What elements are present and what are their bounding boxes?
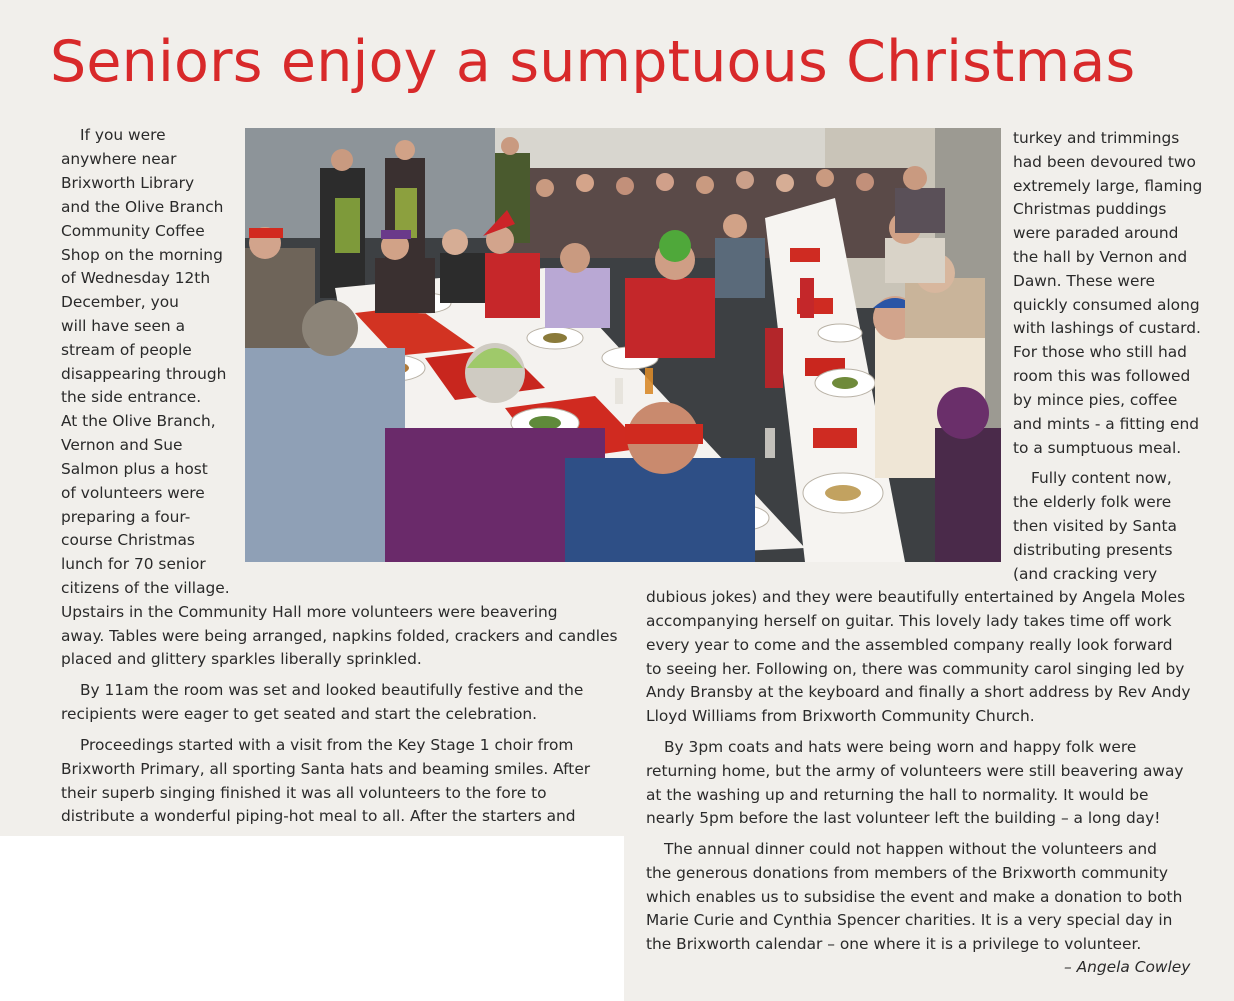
article-text-line: Upstairs in the Community Hall more volunteers were beavering <box>61 603 558 621</box>
article-text-line: of Wednesday 12th <box>61 269 211 287</box>
article-text-line: with lashings of custard. <box>1013 319 1201 337</box>
article-text-line: accompanying herself on guitar. This lovely lady takes time off work <box>646 612 1172 630</box>
article-text-line: By 11am the room was set and looked beautifully festive and the <box>80 681 584 699</box>
article-text-line: distributing presents <box>1013 541 1173 559</box>
article-text-line: the elderly folk were <box>1013 493 1172 511</box>
article-text-line: dubious jokes) and they were beautifully entertained by Angela Moles <box>646 588 1186 606</box>
article-byline: – Angela Cowley <box>1064 958 1191 976</box>
article-text-line: citizens of the village. <box>61 579 230 597</box>
article-text-line: had been devoured two <box>1013 153 1196 171</box>
article-text-line: Marie Curie and Cynthia Spencer charities. It is a very special day in <box>646 911 1173 929</box>
article-text-line: and mints - a fitting end <box>1013 415 1200 433</box>
article-text-line: every year to come and the assembled company really look forward <box>646 636 1173 654</box>
christmas-lunch-photo <box>245 128 1001 562</box>
article-text-line: to a sumptuous meal. <box>1013 439 1182 457</box>
article-text-line: the generous donations from members of the Brixworth community <box>646 864 1169 882</box>
article-text-line: nearly 5pm before the last volunteer left the building – a long day! <box>646 809 1161 827</box>
article-text-line: then visited by Santa <box>1013 517 1177 535</box>
article-text-line: were paraded around <box>1013 224 1179 242</box>
article-text-line: Fully content now, <box>1031 469 1172 487</box>
article-text-line: Dawn. These were <box>1013 272 1155 290</box>
article-text-line: Andy Bransby at the keyboard and finally a short address by Rev Andy <box>646 683 1191 701</box>
article-text-line: disappearing through <box>61 365 227 383</box>
article-text-line: For those who still had <box>1013 343 1187 361</box>
article-text-line: will have seen a <box>61 317 185 335</box>
article-text-line: Proceedings started with a visit from the Key Stage 1 choir from <box>80 736 574 754</box>
article-text-line: the hall by Vernon and <box>1013 248 1188 266</box>
article-text-line: Shop on the morning <box>61 246 223 264</box>
article-text-line: Brixworth Primary, all sporting Santa hats and beaming smiles. After <box>61 760 591 778</box>
article-text-line: which enables us to subsidise the event and make a donation to both <box>646 888 1183 906</box>
article-text-line: Christmas puddings <box>1013 200 1167 218</box>
article-text-line: course Christmas <box>61 531 195 549</box>
article-text-line: Community Coffee <box>61 222 205 240</box>
article-text-line: the Brixworth calendar – one where it is a privilege to volunteer. <box>646 935 1142 953</box>
article-text-line: by mince pies, coffee <box>1013 391 1178 409</box>
article-text-line: By 3pm coats and hats were being worn and happy folk were <box>664 738 1137 756</box>
article-text-line: Salmon plus a host <box>61 460 208 478</box>
article-text-line: distribute a wonderful piping-hot meal to all. After the starters and <box>61 807 576 825</box>
article-text-line: anywhere near <box>61 150 177 168</box>
article-text-line: At the Olive Branch, <box>61 412 216 430</box>
article-text-line: preparing a four- <box>61 508 191 526</box>
article-text-line: to seeing her. Following on, there was community carol singing led by <box>646 660 1185 678</box>
article-text-line: at the washing up and returning the hall to normality. It would be <box>646 786 1149 804</box>
article-text-line: the side entrance. <box>61 388 202 406</box>
article-text-line: stream of people <box>61 341 192 359</box>
article-text-line: and the Olive Branch <box>61 198 224 216</box>
article-text-line: room this was followed <box>1013 367 1191 385</box>
article-text-line: placed and glittery sparkles liberally sprinkled. <box>61 650 422 668</box>
article-text-line: Brixworth Library <box>61 174 195 192</box>
article-headline: Seniors enjoy a sumptuous Christmas <box>50 29 1136 95</box>
article-text-line: returning home, but the army of volunteers were still beavering away <box>646 762 1184 780</box>
article-text-line: (and cracking very <box>1013 565 1158 583</box>
article-text-line: extremely large, flaming <box>1013 177 1203 195</box>
article-text-line: If you were <box>80 126 166 144</box>
article-text-line: Vernon and Sue <box>61 436 183 454</box>
article-text-line: quickly consumed along <box>1013 296 1200 314</box>
article-text-line: away. Tables were being arranged, napkins folded, crackers and candles <box>61 627 618 645</box>
article-text-line: turkey and trimmings <box>1013 129 1180 147</box>
article-text-line: Lloyd Williams from Brixworth Community Church. <box>646 707 1035 725</box>
article-text-line: The annual dinner could not happen without the volunteers and <box>664 840 1157 858</box>
article-text-line: December, you <box>61 293 179 311</box>
article-text-line: their superb singing finished it was all volunteers to the fore to <box>61 784 547 802</box>
article-text-line: of volunteers were <box>61 484 205 502</box>
article-text-line: recipients were eager to get seated and start the celebration. <box>61 705 538 723</box>
article-text-line: lunch for 70 senior <box>61 555 206 573</box>
